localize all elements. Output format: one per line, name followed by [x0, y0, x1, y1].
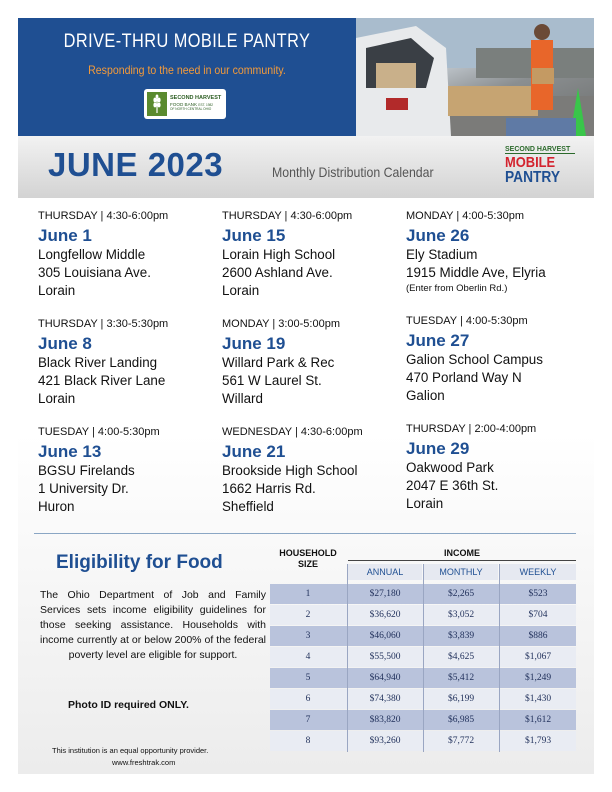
event-day-time: MONDAY | 3:00-5:00pm	[222, 318, 340, 330]
weekly-cell: $523	[528, 589, 548, 599]
weekly-cell: $886	[528, 631, 548, 641]
event-location: Galion School Campus	[406, 352, 543, 367]
monthly-cell: $4,625	[447, 652, 475, 662]
event-address: 1915 Middle Ave, Elyria	[406, 265, 546, 280]
weekly-cell: $1,249	[524, 673, 552, 683]
household-size-cell: 8	[305, 736, 311, 746]
income-header: INCOME	[444, 548, 480, 558]
event-location: Black River Landing	[38, 355, 158, 370]
weekly-cell: $1,067	[524, 652, 552, 662]
event-address: 2047 E 36th St.	[406, 478, 499, 493]
event-day-time: MONDAY | 4:00-5:30pm	[406, 210, 524, 222]
event-address: 561 W Laurel St.	[222, 373, 322, 388]
weekly-cell: $1,430	[524, 694, 552, 704]
event-location: Oakwood Park	[406, 460, 494, 475]
event-location: Willard Park & Rec	[222, 355, 335, 370]
annual-cell: $36,620	[369, 610, 401, 620]
event-city: Galion	[406, 388, 445, 403]
monthly-cell: $3,052	[447, 610, 475, 620]
household-size-cell: 1	[305, 589, 311, 599]
mobile-pantry-logo-pantry: PANTRY	[505, 169, 561, 186]
event-address: 305 Louisiana Ave.	[38, 265, 151, 280]
annual-cell: $74,380	[369, 694, 401, 704]
household-size-cell: 4	[305, 652, 311, 662]
event-june-8	[38, 318, 218, 408]
event-address: 470 Porland Way N	[406, 370, 522, 385]
event-date: June 8	[38, 334, 92, 353]
event-location: Brookside High School	[222, 463, 358, 478]
annual-cell: $55,500	[369, 652, 401, 662]
household-size-cell: 2	[305, 610, 311, 620]
event-date: June 1	[38, 226, 92, 245]
monthly-cell: $6,985	[447, 715, 475, 725]
volunteers-photo	[356, 18, 594, 136]
monthly-cell: $2,265	[447, 589, 475, 599]
household-size-cell: 5	[305, 673, 311, 683]
event-date: June 15	[222, 226, 286, 245]
event-date: June 13	[38, 442, 102, 461]
annual-cell: $46,060	[369, 631, 401, 641]
event-city: Sheffield	[222, 499, 274, 514]
event-date: June 29	[406, 439, 470, 458]
event-date: June 21	[222, 442, 286, 461]
second-harvest-logo	[145, 90, 225, 118]
event-june-21	[222, 426, 402, 516]
calendar-label: Monthly Distribution Calendar	[272, 164, 434, 180]
banner-left-panel	[18, 18, 356, 136]
event-date: June 19	[222, 334, 286, 353]
banner-subtitle: Responding to the need in our community.	[88, 63, 286, 77]
event-location: Lorain High School	[222, 247, 336, 262]
mobile-pantry-logo-mobile: MOBILE	[505, 154, 556, 171]
eligibility-description: The Ohio Department of Job and Family Services sets income eligibility guidelines for those seeking assistance. Households with income currently at or below 200% of the federal poverty level are eligible for support.	[40, 589, 266, 661]
column-separator	[499, 564, 500, 752]
event-day-time: THURSDAY | 2:00-4:00pm	[406, 423, 537, 435]
logo-name: SECOND HARVEST	[170, 95, 222, 102]
event-day-time: THURSDAY | 4:30-6:00pm	[38, 210, 169, 222]
annual-cell: $27,180	[369, 589, 401, 599]
event-june-27	[406, 315, 586, 405]
event-june-26	[406, 210, 586, 295]
website-link[interactable]: www.freshtrak.com	[112, 758, 176, 767]
event-city: Lorain	[406, 496, 444, 511]
event-address: 421 Black River Lane	[38, 373, 166, 388]
event-entry-note: (Enter from Oberlin Rd.)	[406, 283, 508, 294]
weekly-column-header: WEEKLY	[500, 564, 576, 580]
household-size-header: HOUSEHOLD SIZE	[279, 548, 337, 569]
event-june-1	[38, 210, 218, 300]
household-size-cell: 6	[305, 694, 311, 704]
event-city: Huron	[38, 499, 75, 514]
event-location: Longfellow Middle	[38, 247, 146, 262]
section-divider	[34, 533, 576, 534]
event-june-29	[406, 423, 586, 513]
household-size-cell: 7	[305, 715, 311, 725]
event-date: June 26	[406, 226, 470, 245]
monthly-cell: $5,412	[447, 673, 475, 683]
flyer-page	[18, 18, 594, 774]
weekly-cell: $1,612	[524, 715, 552, 725]
event-address: 1662 Harris Rd.	[222, 481, 316, 496]
event-location: Ely Stadium	[406, 247, 478, 262]
household-size-cell: 3	[305, 631, 311, 641]
event-day-time: TUESDAY | 4:00-5:30pm	[38, 426, 160, 438]
weekly-cell: $704	[528, 610, 548, 620]
monthly-cell: $3,839	[447, 631, 475, 641]
annual-cell: $64,940	[369, 673, 401, 683]
event-day-time: WEDNESDAY | 4:30-6:00pm	[222, 426, 363, 438]
event-location: BGSU Firelands	[38, 463, 135, 478]
wheat-icon	[147, 92, 167, 116]
annual-cell: $83,820	[369, 715, 401, 725]
photo-id-note: Photo ID required ONLY.	[68, 699, 189, 711]
banner-title: DRIVE-THRU MOBILE PANTRY	[63, 31, 311, 52]
month-title: JUNE 2023	[48, 146, 224, 183]
column-separator	[347, 564, 348, 752]
event-city: Willard	[222, 391, 263, 406]
event-city: Lorain	[38, 283, 76, 298]
title-band	[18, 136, 594, 198]
eligibility-title: Eligibility for Food	[56, 552, 223, 573]
event-day-time: TUESDAY | 4:00-5:30pm	[406, 315, 528, 327]
header-banner	[18, 18, 594, 136]
mobile-pantry-logo-top: SECOND HARVEST	[505, 146, 575, 154]
event-june-13	[38, 426, 218, 516]
logo-region: OF NORTH CENTRAL OHIO	[170, 107, 212, 112]
monthly-cell: $7,772	[447, 736, 475, 746]
event-day-time: THURSDAY | 4:30-6:00pm	[222, 210, 353, 222]
mobile-pantry-logo	[505, 146, 575, 186]
event-june-19	[222, 318, 402, 408]
equal-opportunity-note: This institution is an equal opportunity provider.	[52, 746, 209, 755]
event-address: 1 University Dr.	[38, 481, 129, 496]
income-header-rule	[348, 560, 576, 561]
monthly-column-header: MONTHLY	[424, 564, 498, 580]
event-city: Lorain	[38, 391, 76, 406]
event-city: Lorain	[222, 283, 260, 298]
annual-column-header: ANNUAL	[348, 564, 422, 580]
logo-subname: FOOD BANK EST. 1982	[170, 101, 214, 107]
annual-cell: $93,260	[369, 736, 401, 746]
event-june-15	[222, 210, 402, 300]
column-separator	[423, 564, 424, 752]
weekly-cell: $1,793	[524, 736, 552, 746]
event-date: June 27	[406, 331, 470, 350]
event-address: 2600 Ashland Ave.	[222, 265, 333, 280]
monthly-cell: $6,199	[447, 694, 475, 704]
event-day-time: THURSDAY | 3:30-5:30pm	[38, 318, 169, 330]
